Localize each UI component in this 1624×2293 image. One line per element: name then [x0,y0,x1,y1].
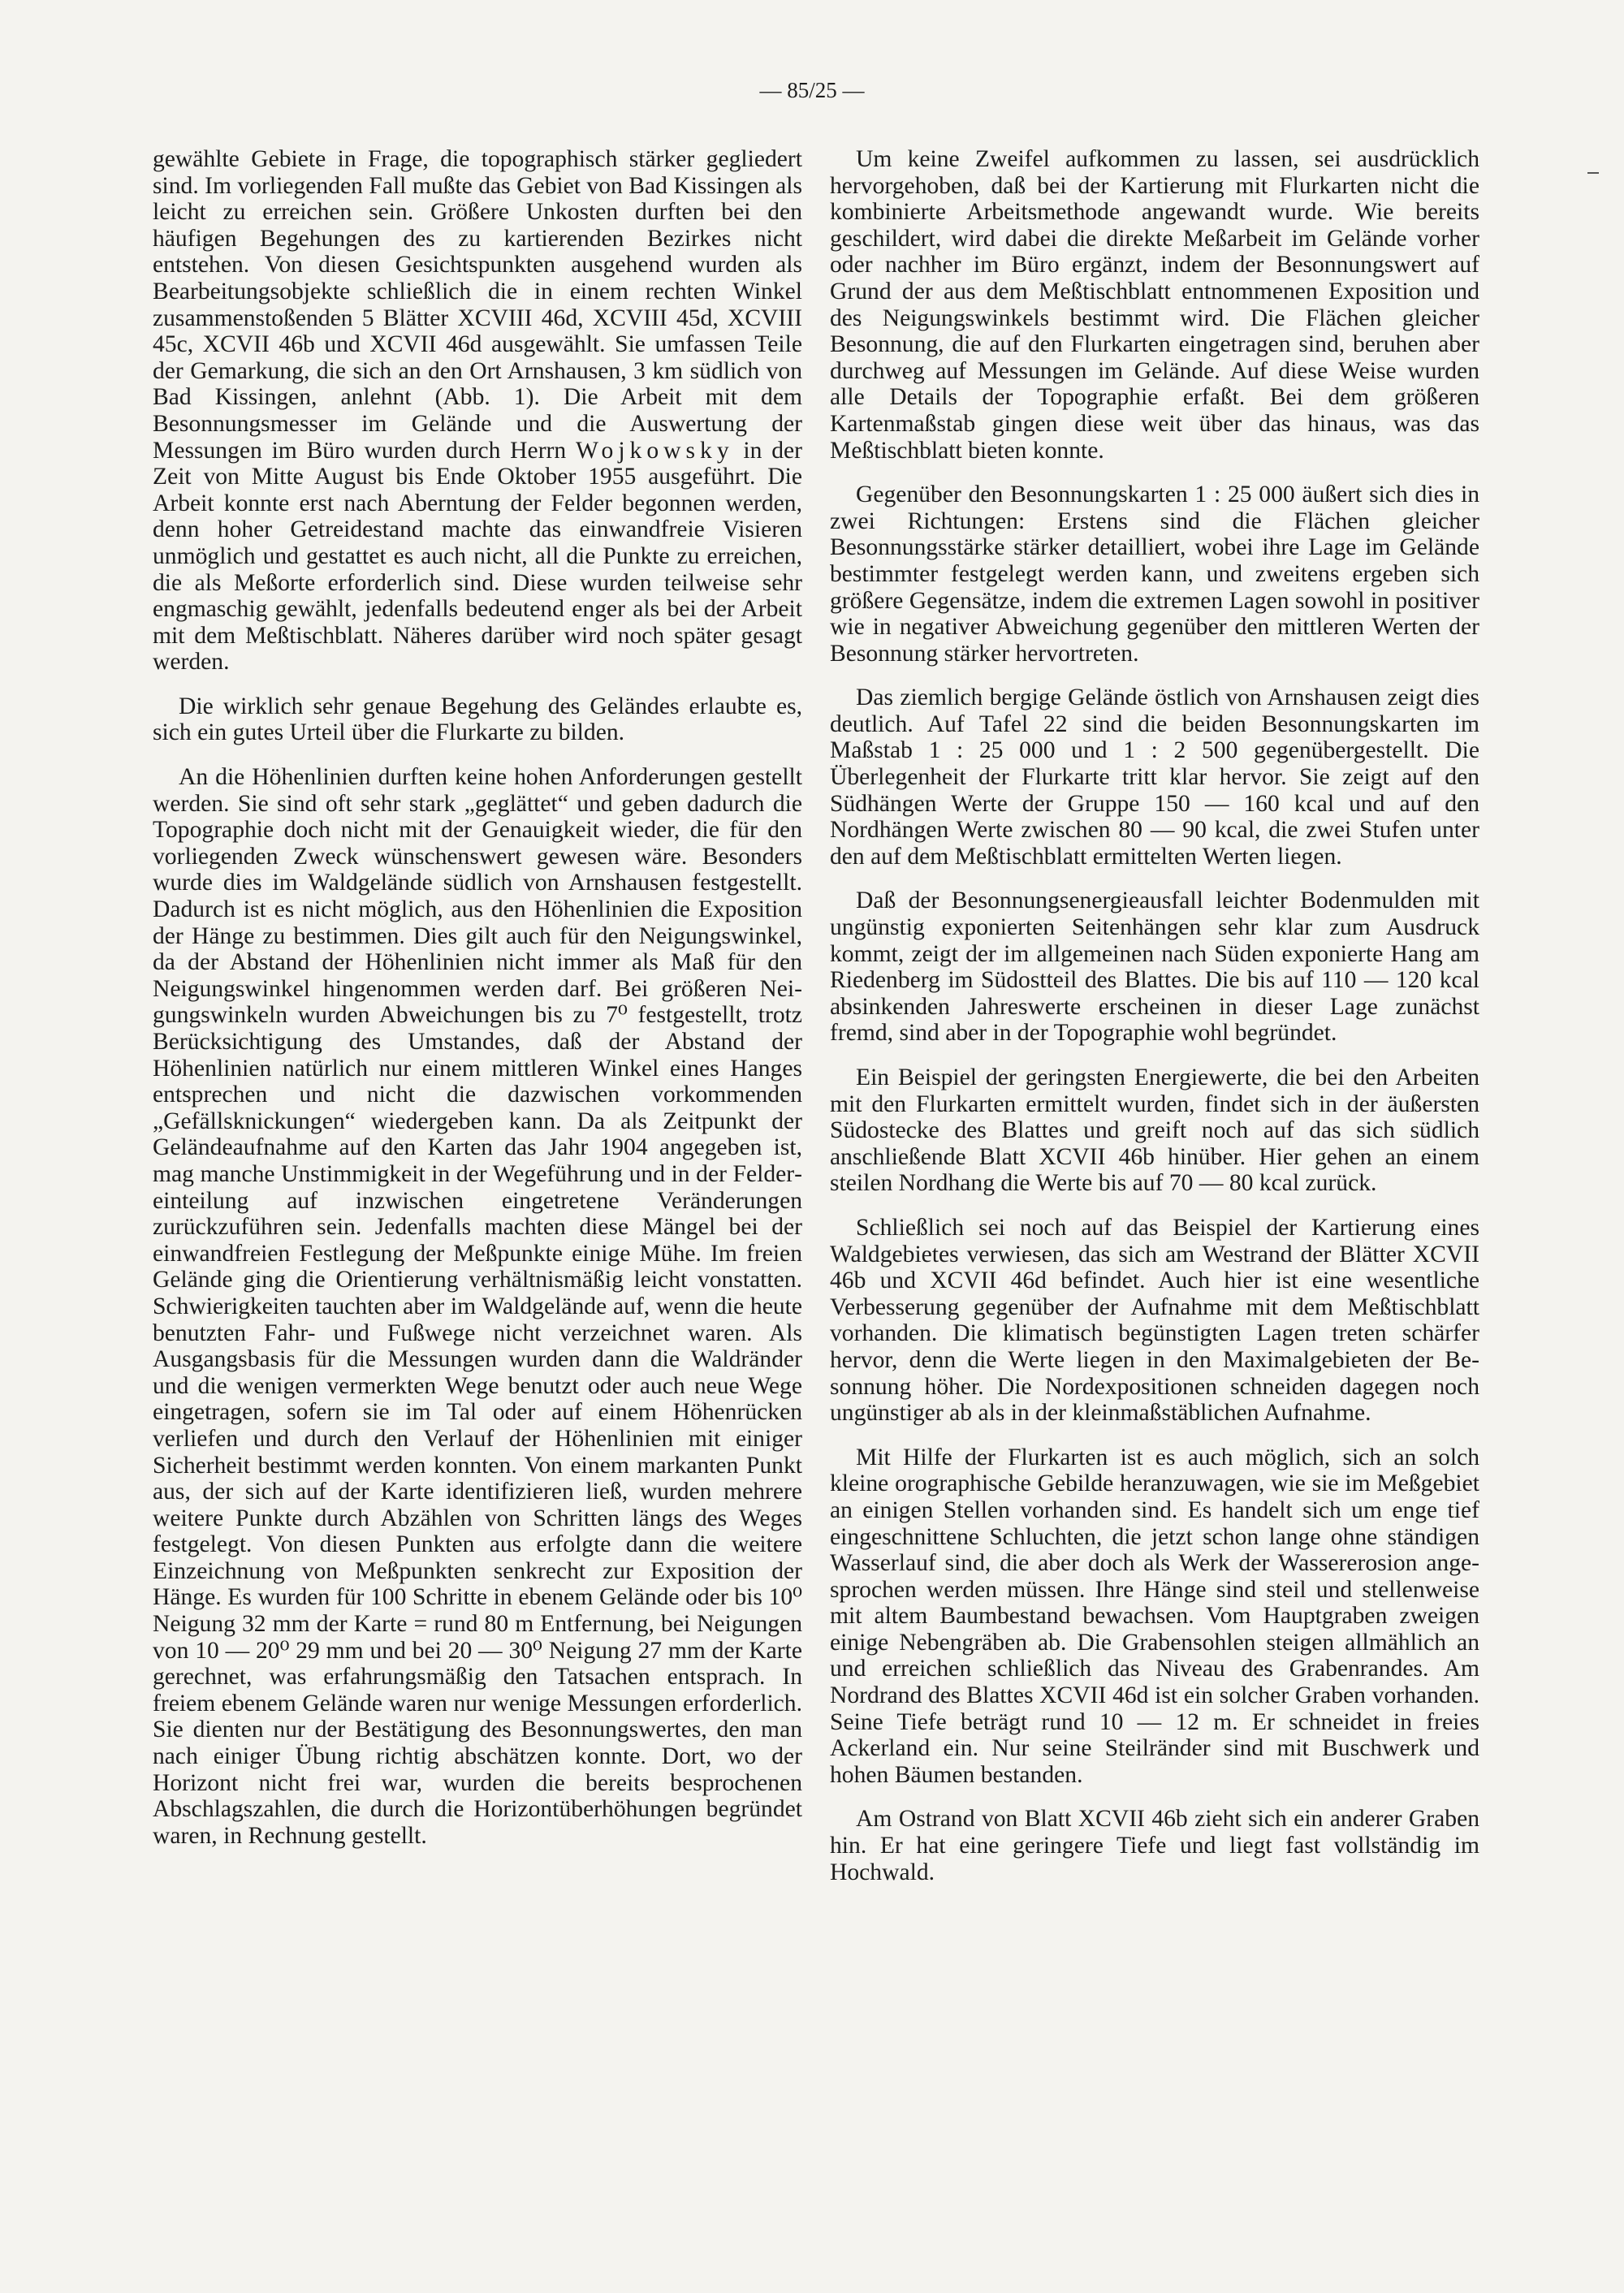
paragraph-text: gewählte Gebiete in Frage, die topographisch stärker gegliedert sind. Im vorliegenden Fall mußte das Gebiet von Bad Kissingen als leicht zu erreichen sein. Größere Unkosten durften bei den häufigen Begehungen des zu kartierenden Bezirkes nicht entstehen. Von diesen Gesichtspunkten ausgehend wurden als Bearbeitungsobjekte schließlich die in einem rechten Winkel zusammenstoßenden 5 Blätter XCVIII 46d, XCVIII 45d, XCVIII 45c, XCVII 46b und XCVII 46d ausgewählt. Sie umfassen Teile der Gemarkung, die sich an den Ort Arnshausen, 3 km südlich von Bad Kissingen, anlehnt (Abb. 1). Die Arbeit mit dem Besonnungsmesser im Gelände und die Auswertung der Messungen im Büro wurden durch Herrn [153,146,802,464]
paragraph-left-1 [153,146,802,676]
paragraph-left-3: An die Höhenlinien durften keine hohen Anforderungen gestellt werden. Sie sind oft sehr stark „geglättet“ und geben dadurch die Topographie doch nicht mit der Genauigkeit wieder, die für den vorliegenden Zweck wünschenswert gewesen wäre. Besonders wurde dies im Waldgelände südlich von Arnshausen festgestellt. Dadurch ist es nicht möglich, aus den Höhenlinien die Exposition der Hänge zu bestimmen. Dies gilt auch für den Neigungswinkel, da der Abstand der Höhenlinien nicht immer als Maß für den Neigungswinkel hingenommen werden darf. Bei größeren Neigungswinkeln wurden Abweichungen bis zu 7⁰ festgestellt, trotz Berücksichtigung des Umstandes, daß der Abstand der Höhenlinien natürlich nur einem mittleren Winkel eines Hanges entsprechen und nicht die dazwischen vorkommenden „Gefällsknickungen“ wiedergeben kann. Da als Zeitpunkt der Geländeaufnahme auf den Karten das Jahr 1904 angegeben ist, mag manche Unstimmigkeit in der Wegeführung und in der Feldereinteilung auf inzwischen eingetretene Veränderungen zurückzuführen sein. Jedenfalls machten diese Mängel bei der einwandfreien Festlegung der Meßpunkte einige Mühe. Im freien Gelände ging die Orientierung verhältnismäßig leicht vonstatten. Schwierigkeiten tauchten aber im Waldgelände auf, wenn die heute benutzten Fahr- und Fußwege nicht verzeichnet waren. Als Ausgangsbasis für die Messungen wurden dann die Waldränder und die wenigen vermerkten Wege benutzt oder auch neue Wege eingetragen, sofern sie im Tal oder auf einem Höhenrücken verliefen und durch den Verlauf der Höhenlinien mit einiger Sicherheit bestimmt werden konnten. Von einem markanten Punkt aus, der sich auf der Karte identifizieren ließ, wurden mehrere weitere Punkte durch Abzählen von Schritten längs des Weges festgelegt. Von diesen Punkten aus erfolgte dann die weitere Einzeichnung von Meßpunkten senkrecht zur Exposition der Hänge. Es wurden für 100 Schritte in ebenem Gelände oder bis 10⁰ Neigung 32 mm der Karte = rund 80 m Entfernung, bei Neigungen von 10 — 20⁰ 29 mm und bei 20 — 30⁰ Neigung 27 mm der Karte gerechnet, was erfahrungsmäßig den Tatsachen entsprach. In freiem ebenem Gelände waren nur wenige Messungen erforderlich. Sie dienten nur der Bestätigung des Besonnungswertes, den man nach einiger Übung richtig abschätzen konnte. Dort, wo der Horizont nicht frei war, wurden die bereits besprochenen Abschlagszahlen, die durch die Horizontüberhöhungen begründet waren, in Rechnung gestellt. [153,764,802,1849]
margin-mark [1587,172,1599,174]
page-number: — 85/25 — [759,78,865,102]
person-name: Wojkowsky [575,437,734,464]
paragraph-right-1: Um keine Zweifel aufkommen zu lassen, sei ausdrücklich hervorgehoben, daß bei der Kartierung mit Flurkarten nicht die kombinierte Arbeitsmethode angewandt wurde. Wie bereits geschildert, wird dabei die direkte Meßarbeit im Gelände vorher oder nachher im Büro ergänzt, indem der Besonnungswert auf Grund der aus dem Meßtischblatt entnommenen Exposition und des Neigungswinkels bestimmt wird. Die Flächen gleicher Besonnung, die auf den Flurkarten eingetragen sind, beruhen aber durchweg auf Messungen im Gelände. Auf diese Weise wurden alle Details der Topographie erfaßt. Bei dem größeren Kartenmaßstab gingen diese weit über das hinaus, was das Meßtischblatt bieten konnte. [830,146,1479,464]
paragraph-right-3: Das ziemlich bergige Gelände östlich von Arnshausen zeigt dies deutlich. Auf Tafel 22 sind die beiden Besonnungskarten im Maßstab 1 : 25 000 und 1 : 2 500 gegenübergestellt. Die Überlegenheit der Flurkarte tritt klar hervor. Sie zeigt auf den Südhängen Werte der Gruppe 150 — 160 kcal und auf den Nordhängen Werte zwischen 80 — 90 kcal, die zwei Stufen unter den auf dem Meßtischblatt ermittelten Werten liegen. [830,684,1479,870]
paragraph-right-7: Mit Hilfe der Flurkarten ist es auch möglich, sich an solch kleine orographische Gebilde heranzuwagen, wie sie im Meßgebiet an einigen Stellen vorhanden sind. Es handelt sich um enge tief eingeschnittene Schluchten, die jetzt schon lange ohne ständigen Wasserlauf sind, die aber doch als Werk der Wassererosion angesprochen werden müssen. Ihre Hänge sind steil und stellenweise mit altem Baumbestand bewachsen. Vom Hauptgraben zweigen einige Nebengräben ab. Die Grabensohlen steigen allmählich an und erreichen schließlich das Niveau des Grabenrandes. Am Nordrand des Blattes XCVII 46d ist ein solcher Graben vorhanden. Seine Tiefe beträgt rund 10 — 12 m. Er schneidet in freies Ackerland ein. Nur seine Steilränder sind mit Buschwerk und hohen Bäumen bestanden. [830,1444,1479,1788]
paragraph-right-2: Gegenüber den Besonnungskarten 1 : 25 000 äußert sich dies in zwei Richtungen: Erstens sind die Flächen gleicher Besonnungsstärke stärker detailliert, wobei ihre Lage im Gelände bestimmter festgelegt werden kann, und zweitens ergeben sich größere Gegensätze, indem die extremen Lagen sowohl in positiver wie in negativer Abweichung gegenüber den mittleren Werten der Besonnung stärker hervortreten. [830,481,1479,667]
paragraph-right-4: Daß der Besonnungsenergieausfall leichter Bodenmulden mit ungünstig exponierten Seitenhängen sehr klar zum Ausdruck kommt, zeigt der im allgemeinen nach Süden exponierte Hang am Riedenberg im Südostteil des Blattes. Die bis auf 110 — 120 kcal absinkenden Jahreswerte erscheinen in dieser Lage zunächst fremd, sind aber in der Topographie wohl begründet. [830,887,1479,1047]
paragraph-right-8: Am Ostrand von Blatt XCVII 46b zieht sich ein anderer Graben hin. Er hat eine geringere Tiefe und liegt fast vollständig im Hochwald. [830,1806,1479,1885]
paragraph-text: in der Zeit von Mitte August bis Ende Oktober 1955 ausgeführt. Die Arbeit konnte erst nach Aberntung der Felder begonnen werden, denn hoher Getreidestand machte das einwandfreie Visieren unmöglich und gestattet es auch nicht, all die Punkte zu erreichen, die als Meßorte erforderlich sind. Diese wurden teilweise sehr engmaschig gewählt, jedenfalls bedeutend enger als bei der Arbeit mit dem Meßtischblatt. Näheres darüber wird noch später gesagt werden. [153,437,802,676]
right-column [830,146,1479,1903]
paragraph-right-5: Ein Beispiel der geringsten Energiewerte, die bei den Arbeiten mit den Flurkarten ermittelt wurden, findet sich in der äußersten Südostecke des Blattes und greift noch auf das sich südlich anschließende Blatt XCVII 46b hinüber. Hier gehen an einem steilen Nordhang die Werte bis auf 70 — 80 kcal zurück. [830,1064,1479,1197]
paragraph-left-2: Die wirklich sehr genaue Begehung des Geländes erlaubte es, sich ein gutes Urteil über die Flurkarte zu bilden. [153,693,802,746]
paragraph-right-6: Schließlich sei noch auf das Beispiel der Kartierung eines Waldgebietes verwiesen, das sich am Westrand der Blätter XCVII 46b und XCVII 46d befindet. Auch hier ist eine wesentliche Verbesserung gegenüber der Aufnahme mit dem Meßtischblatt vorhanden. Die klimatisch begünstigten Lagen treten schärfer hervor, denn die Werte liegen in den Maximalgebieten der Besonnung höher. Die Nordexpositionen schneiden dagegen noch ungünstiger ab als in der kleinmaßstäblichen Aufnahme. [830,1214,1479,1427]
left-column [153,146,802,1867]
